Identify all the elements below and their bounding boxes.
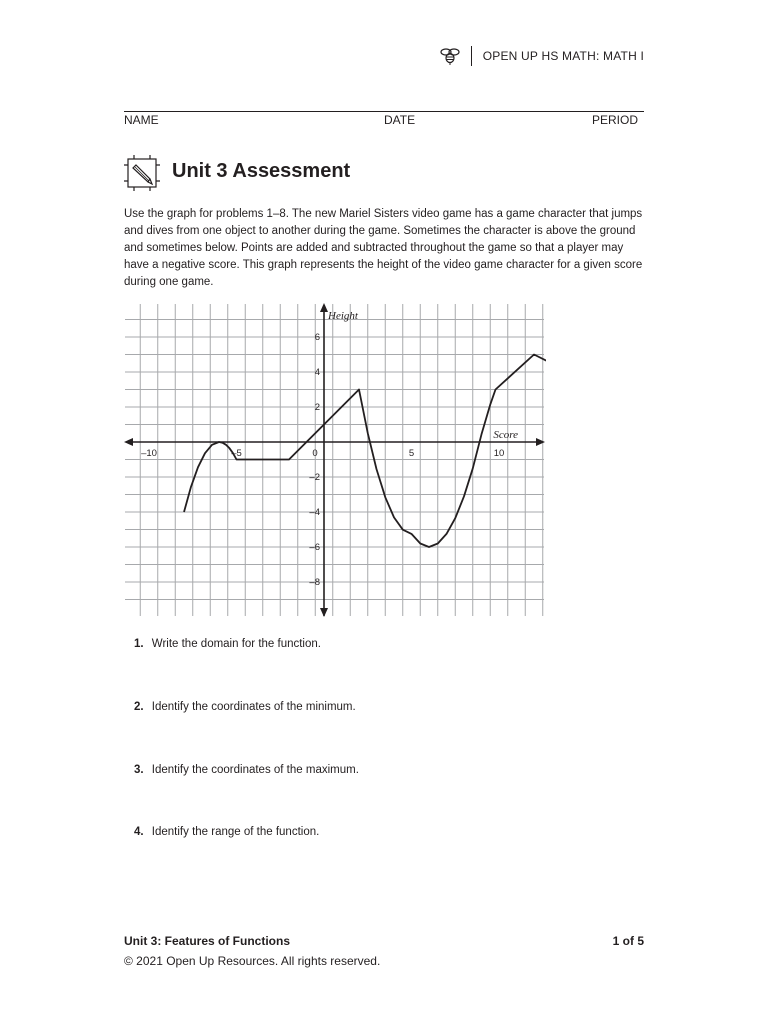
x-tick-label: –5 <box>231 448 242 459</box>
question-number: 2. <box>134 701 144 713</box>
question-text: Identify the coordinates of the maximum. <box>151 764 359 776</box>
question-text: Identify the range of the function. <box>151 826 320 838</box>
bee-logo-icon <box>439 46 461 66</box>
date-label: DATE <box>384 113 416 127</box>
period-label: PERIOD <box>592 113 639 127</box>
question-number: 4. <box>134 826 144 838</box>
y-tick-label: –8 <box>309 577 320 588</box>
question-1 <box>134 638 321 650</box>
graph-grid <box>125 304 544 616</box>
question-text: Identify the coordinates of the minimum. <box>151 701 356 713</box>
footer-copyright: © 2021 Open Up Resources. All rights reserved. <box>124 954 381 968</box>
page-header <box>439 46 644 66</box>
x-axis-right-arrow <box>536 438 545 446</box>
x-tick-label: 0 <box>312 448 318 459</box>
intro-paragraph: Use the graph for problems 1–8. The new Mariel Sisters video game has a game character that jumps and dives from one object to another during the game. Sometimes the character is above the ground and sometimes below. Points are added and subtracted throughout the game so that a player may have a negative score. This graph represents the height of the video game character for a given score during one game. <box>124 208 643 288</box>
y-axis-label: Height <box>328 310 358 322</box>
y-tick-label: 6 <box>314 332 320 343</box>
y-tick-label: 2 <box>314 402 320 413</box>
x-axis-label: Score <box>493 429 518 441</box>
x-tick-label: 5 <box>408 448 415 459</box>
course-label: OPEN UP HS MATH: MATH I <box>482 49 644 63</box>
y-tick-label: –2 <box>309 472 320 483</box>
question-2 <box>134 701 356 713</box>
y-axis-top-arrow <box>320 303 328 312</box>
x-axis-left-arrow <box>124 438 133 446</box>
page-title: Unit 3 Assessment <box>172 160 351 182</box>
footer-unit-title: Unit 3: Features of Functions <box>124 934 291 948</box>
x-tick-label: –10 <box>141 448 157 459</box>
question-4 <box>134 826 319 838</box>
question-text: Write the domain for the function. <box>151 638 321 650</box>
name-label: NAME <box>124 113 159 127</box>
y-axis-bottom-arrow <box>320 608 328 617</box>
header-divider <box>471 46 472 66</box>
y-tick-label: –4 <box>309 507 320 518</box>
footer-page-number: 1 of 5 <box>612 934 644 948</box>
pencil-icon <box>124 155 160 191</box>
y-tick-label: –6 <box>309 542 320 553</box>
question-number: 1. <box>134 638 144 650</box>
question-3 <box>134 764 359 776</box>
question-number: 3. <box>134 764 144 776</box>
height-vs-score-graph <box>124 303 546 618</box>
name-date-line <box>124 111 644 112</box>
x-tick-label: 10 <box>493 448 505 459</box>
y-tick-label: 4 <box>314 367 320 378</box>
